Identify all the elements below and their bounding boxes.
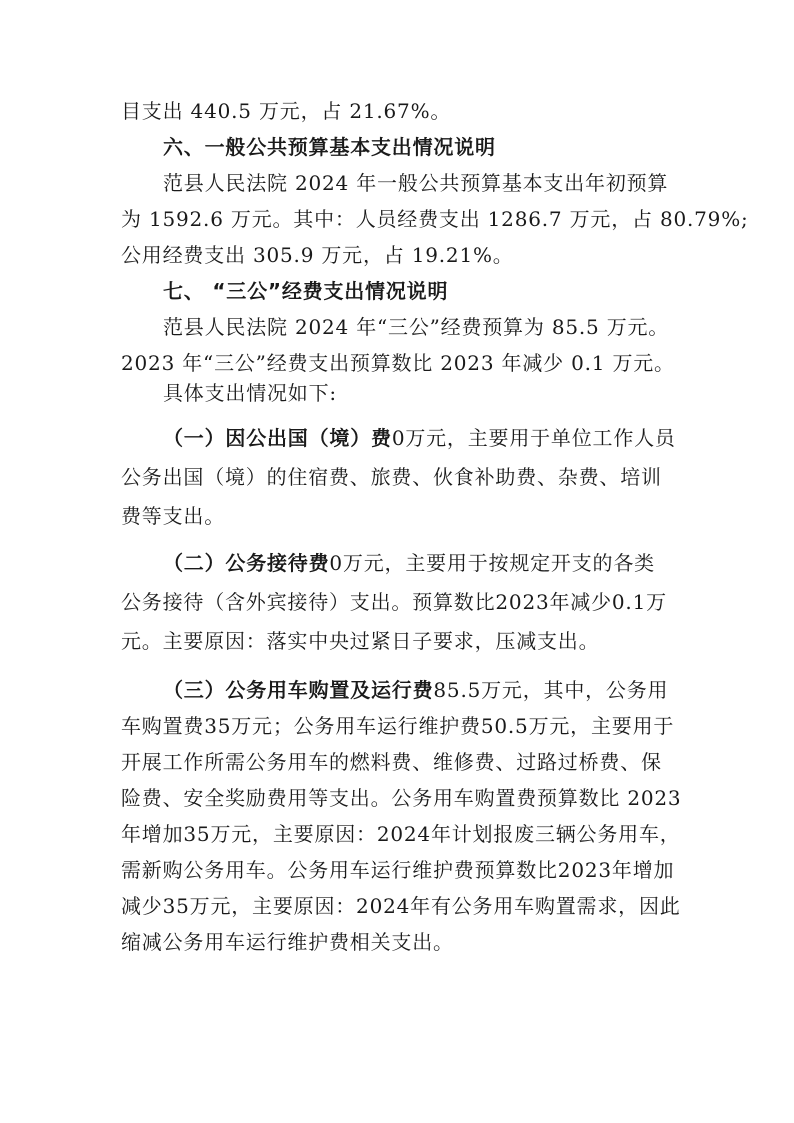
paragraph-line [121, 672, 673, 708]
paragraph-line: 具体支出情况如下: [163, 381, 337, 405]
paragraph-line: 车购置费35万元；公务用车运行维护费50.5万元，主要用于 [121, 714, 675, 738]
subsection-vehicles [121, 672, 682, 960]
paragraph-line: 减少35万元，主要原因：2024年有公务用车购置需求，因此 [121, 894, 681, 918]
paragraph-line: 范县人民法院 2024 年一般公共预算基本支出年初预算 [163, 171, 669, 195]
paragraph-line: 范县人民法院 2024 年“三公”经费预算为 85.5 万元。 [163, 315, 670, 339]
document-page [121, 96, 749, 960]
paragraph-line: 2023 年“三公”经费支出预算数比 2023 年减少 0.1 万元。 [121, 351, 675, 375]
paragraph-line: 缩减公务用车运行维护费相关支出。 [121, 930, 454, 954]
paragraph-line: 需新购公务用车。公务用车运行维护费预算数比2023年增加 [121, 858, 675, 882]
paragraph-line [121, 547, 673, 580]
subsection-reception [121, 547, 673, 658]
subsection-overseas-travel [121, 422, 676, 533]
paragraph-line: 公用经费支出 305.9 万元，占 19.21%。 [121, 243, 514, 267]
subsection-label: （二）公务接待费 [163, 551, 330, 575]
subsection-label: （三）公务用车购置及运行费 [163, 678, 434, 702]
paragraph-line: 公务接待（含外宾接待）支出。预算数比2023年减少0.1万 [121, 590, 667, 614]
paragraph-three-public-funds [121, 312, 673, 408]
paragraph-line [121, 422, 676, 455]
subsection-label: （一）因公出国（境）费 [163, 426, 392, 450]
section-heading-6: 六、一般公共预算基本支出情况说明 [163, 135, 496, 159]
paragraph-basic-expenditure [121, 168, 749, 270]
subsection-text: 0万元，主要用于单位工作人员 [391, 426, 676, 450]
subsection-text: 0万元，主要用于按规定开支的各类 [329, 551, 655, 575]
paragraph-line: 公务出国（境）的住宿费、旅费、伙食补助费、杂费、培训 [121, 465, 662, 489]
paragraph-line: 元。主要原因：落实中央过紧日子要求，压减支出。 [121, 629, 600, 653]
paragraph-line: 为 1592.6 万元。其中：人员经费支出 1286.7 万元，占 80.79%; [121, 207, 749, 231]
paragraph-line: 险费、安全奖励费用等支出。公务用车购置费预算数比 2023 [121, 786, 682, 810]
paragraph-line: 费等支出。 [121, 504, 225, 528]
paragraph-line: 年增加35万元，主要原因：2024年计划报废三辆公务用车， [121, 822, 681, 846]
paragraph-line: 开展工作所需公务用车的燃料费、维修费、过路过桥费、保 [121, 750, 662, 774]
subsection-text: 85.5万元，其中，公务用 [433, 678, 669, 702]
section-heading-7: 七、 “三公”经费支出情况说明 [163, 279, 449, 303]
paragraph-line: 目支出 440.5 万元，占 21.67%。 [121, 99, 452, 123]
